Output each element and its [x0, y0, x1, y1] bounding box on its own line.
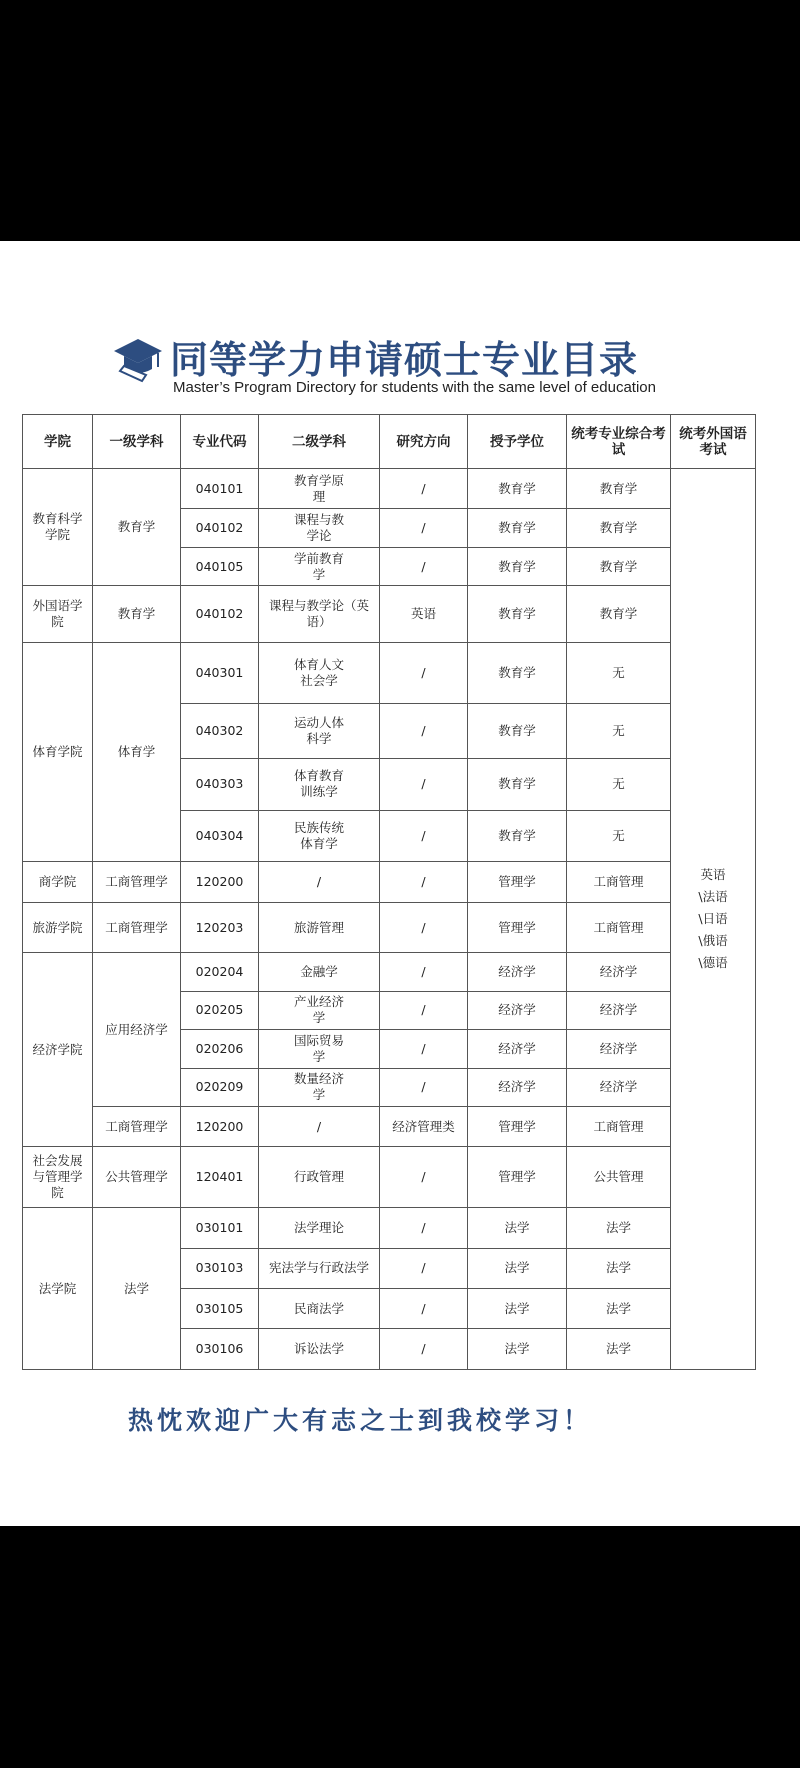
table-row [23, 1106, 756, 1146]
direction-cell: / [380, 1030, 468, 1068]
college-cell: 经济学院 [23, 953, 93, 1147]
degree-cell: 教育学 [468, 759, 567, 811]
direction-cell: / [380, 547, 468, 585]
program-directory-table [22, 414, 756, 1370]
exam-cell: 教育学 [567, 547, 671, 585]
college-cell: 体育学院 [23, 642, 93, 861]
direction-cell: / [380, 862, 468, 902]
degree-cell: 教育学 [468, 810, 567, 862]
column-header: 学院 [23, 415, 93, 469]
exam-cell: 教育学 [567, 509, 671, 547]
table-header-row [23, 415, 756, 469]
code-cell: 120401 [181, 1147, 259, 1208]
degree-cell: 经济学 [468, 1030, 567, 1068]
direction-cell: / [380, 1147, 468, 1208]
direction-cell: / [380, 902, 468, 953]
major-cell: 产业经济学 [259, 991, 380, 1029]
exam-cell: 公共管理 [567, 1147, 671, 1208]
degree-cell: 教育学 [468, 469, 567, 509]
major-cell: 数量经济学 [259, 1068, 380, 1106]
major-cell: 国际贸易学 [259, 1030, 380, 1068]
major-cell: 法学理论 [259, 1208, 380, 1248]
page-subtitle: Master’s Program Directory for students with the same level of education [173, 379, 656, 396]
college-cell: 教育科学学院 [23, 469, 93, 586]
direction-cell: / [380, 759, 468, 811]
direction-cell: 英语 [380, 586, 468, 643]
column-header: 统考专业综合考试 [567, 415, 671, 469]
degree-cell: 法学 [468, 1329, 567, 1370]
code-cell: 040303 [181, 759, 259, 811]
exam-cell: 工商管理 [567, 902, 671, 953]
major-cell: 课程与教学论（英语） [259, 586, 380, 643]
exam-cell: 经济学 [567, 1030, 671, 1068]
direction-cell: / [380, 1329, 468, 1370]
exam-cell: 经济学 [567, 953, 671, 991]
code-cell: 120203 [181, 902, 259, 953]
column-header: 研究方向 [380, 415, 468, 469]
footer-slogan: 热忱欢迎广大有志之士到我校学习！ [127, 1406, 592, 1435]
column-header: 一级学科 [93, 415, 181, 469]
direction-cell: / [380, 703, 468, 759]
exam-cell: 法学 [567, 1248, 671, 1288]
exam-cell: 教育学 [567, 469, 671, 509]
code-cell: 020206 [181, 1030, 259, 1068]
major-cell: 课程与教学论 [259, 509, 380, 547]
exam-cell: 工商管理 [567, 862, 671, 902]
discipline-cell: 法学 [93, 1208, 181, 1370]
discipline-cell: 应用经济学 [93, 953, 181, 1107]
degree-cell: 管理学 [468, 1147, 567, 1208]
code-cell: 020209 [181, 1068, 259, 1106]
exam-cell: 经济学 [567, 1068, 671, 1106]
column-header: 二级学科 [259, 415, 380, 469]
table-row [23, 469, 756, 509]
direction-cell: / [380, 509, 468, 547]
code-cell: 030103 [181, 1248, 259, 1288]
code-cell: 040102 [181, 509, 259, 547]
major-cell: 金融学 [259, 953, 380, 991]
foreign-language-cell: 英语\法语\日语\俄语\德语 [671, 469, 756, 1370]
major-cell: 旅游管理 [259, 902, 380, 953]
direction-cell: / [380, 1208, 468, 1248]
document-page [0, 241, 800, 1526]
major-cell: 学前教育学 [259, 547, 380, 585]
college-cell: 商学院 [23, 862, 93, 902]
degree-cell: 法学 [468, 1248, 567, 1288]
major-cell: 诉讼法学 [259, 1329, 380, 1370]
major-cell: 教育学原理 [259, 469, 380, 509]
discipline-cell: 工商管理学 [93, 902, 181, 953]
table-row [23, 862, 756, 902]
table-row [23, 902, 756, 953]
direction-cell: 经济管理类 [380, 1106, 468, 1146]
table-row [23, 642, 756, 703]
exam-cell: 经济学 [567, 991, 671, 1029]
major-cell: 体育教育训练学 [259, 759, 380, 811]
major-cell: / [259, 862, 380, 902]
major-cell: 体育人文社会学 [259, 642, 380, 703]
major-cell: 民商法学 [259, 1288, 380, 1328]
page-title: 同等学力申请硕士专业目录 [170, 338, 639, 382]
code-cell: 020205 [181, 991, 259, 1029]
exam-cell: 无 [567, 642, 671, 703]
major-cell: 运动人体科学 [259, 703, 380, 759]
exam-cell: 无 [567, 810, 671, 862]
exam-cell: 无 [567, 703, 671, 759]
graduation-cap-icon [112, 331, 164, 383]
exam-cell: 工商管理 [567, 1106, 671, 1146]
code-cell: 040102 [181, 586, 259, 643]
degree-cell: 教育学 [468, 703, 567, 759]
college-cell: 社会发展与管理学院 [23, 1147, 93, 1208]
major-cell: 行政管理 [259, 1147, 380, 1208]
major-cell: 宪法学与行政法学 [259, 1248, 380, 1288]
degree-cell: 管理学 [468, 1106, 567, 1146]
direction-cell: / [380, 991, 468, 1029]
major-cell: / [259, 1106, 380, 1146]
degree-cell: 管理学 [468, 902, 567, 953]
discipline-cell: 教育学 [93, 586, 181, 643]
direction-cell: / [380, 469, 468, 509]
direction-cell: / [380, 1288, 468, 1328]
direction-cell: / [380, 1068, 468, 1106]
exam-cell: 教育学 [567, 586, 671, 643]
degree-cell: 法学 [468, 1208, 567, 1248]
code-cell: 040304 [181, 810, 259, 862]
degree-cell: 教育学 [468, 509, 567, 547]
table-body [23, 469, 756, 1370]
exam-cell: 法学 [567, 1208, 671, 1248]
direction-cell: / [380, 953, 468, 991]
code-cell: 030106 [181, 1329, 259, 1370]
degree-cell: 经济学 [468, 953, 567, 991]
degree-cell: 法学 [468, 1288, 567, 1328]
direction-cell: / [380, 1248, 468, 1288]
table-row [23, 1147, 756, 1208]
degree-cell: 经济学 [468, 991, 567, 1029]
code-cell: 030105 [181, 1288, 259, 1328]
degree-cell: 管理学 [468, 862, 567, 902]
exam-cell: 法学 [567, 1288, 671, 1328]
column-header: 专业代码 [181, 415, 259, 469]
discipline-cell: 公共管理学 [93, 1147, 181, 1208]
table-row [23, 953, 756, 991]
exam-cell: 无 [567, 759, 671, 811]
table-row [23, 586, 756, 643]
table-row [23, 1208, 756, 1248]
college-cell: 法学院 [23, 1208, 93, 1370]
code-cell: 040302 [181, 703, 259, 759]
major-cell: 民族传统体育学 [259, 810, 380, 862]
code-cell: 020204 [181, 953, 259, 991]
discipline-cell: 体育学 [93, 642, 181, 861]
code-cell: 040101 [181, 469, 259, 509]
direction-cell: / [380, 810, 468, 862]
degree-cell: 教育学 [468, 586, 567, 643]
degree-cell: 经济学 [468, 1068, 567, 1106]
code-cell: 030101 [181, 1208, 259, 1248]
code-cell: 040105 [181, 547, 259, 585]
column-header: 统考外国语考试 [671, 415, 756, 469]
discipline-cell: 教育学 [93, 469, 181, 586]
discipline-cell: 工商管理学 [93, 862, 181, 902]
exam-cell: 法学 [567, 1329, 671, 1370]
discipline-cell: 工商管理学 [93, 1106, 181, 1146]
degree-cell: 教育学 [468, 547, 567, 585]
code-cell: 040301 [181, 642, 259, 703]
degree-cell: 教育学 [468, 642, 567, 703]
college-cell: 旅游学院 [23, 902, 93, 953]
direction-cell: / [380, 642, 468, 703]
college-cell: 外国语学院 [23, 586, 93, 643]
header [0, 331, 800, 396]
column-header: 授予学位 [468, 415, 567, 469]
code-cell: 120200 [181, 862, 259, 902]
code-cell: 120200 [181, 1106, 259, 1146]
